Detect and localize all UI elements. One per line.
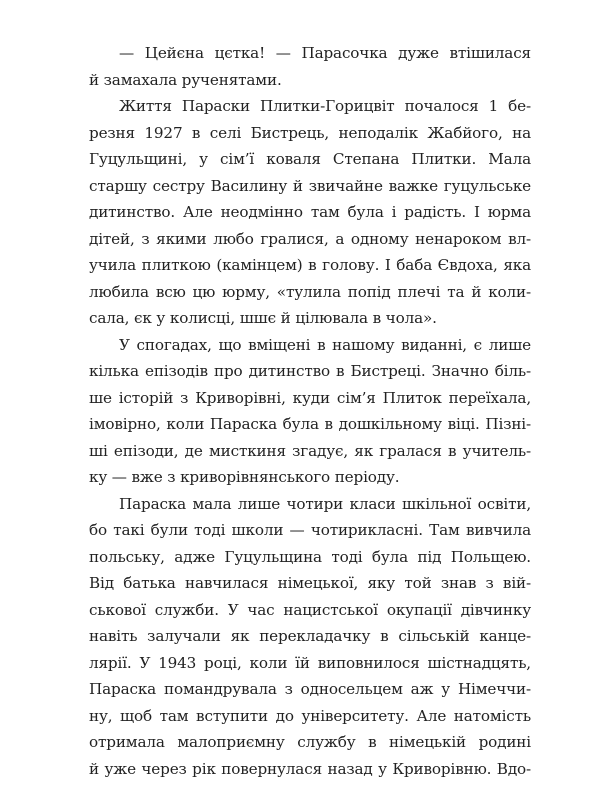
text-line: кілька епізодів про дитинство в Бистреці. Значно біль- [89,362,531,380]
text-line: й уже через рік повернулася назад у Криворівню. Вдо- [89,759,531,778]
text-line: Параска мала лише чотири класи шкільної освіти, [119,494,531,513]
text-line: ку — вже з криворівнянського періоду. [89,468,400,486]
document-page [89,40,531,782]
text-line: ськової служби. У час нацистської окупації дівчинку [89,600,531,619]
text-line: ші епізоди, де мисткиня згадує, як гралася в учитель- [89,441,531,460]
text-line: старшу сестру Василину й звичайне важке гуцульське [89,176,531,195]
text-line: дитинство. Але неодмінно там була і радість. І юрма [89,203,531,221]
text-line: Від батька навчилася німецької, яку той знав з вій- [89,574,531,592]
text-line: імовірно, коли Параска була в дошкільному віці. Пізні- [89,415,531,433]
text-line: польську, адже Гуцульщина тоді була під Польщею. [89,547,531,566]
text-line: — Цейєна цєтка! — Парасочка дуже втішилася [119,44,531,62]
text-line: Параска помандрувала з односельцем аж у Німеччи- [89,680,531,698]
text-line: Життя Параски Плитки-Горицвіт почалося 1 бе- [119,97,531,115]
text-line: сала, єк у колисці, шшє й цілювала в чола». [89,309,437,327]
text-line: учила плиткою (камінцем) в голову. І баба Євдоха, яка [89,256,531,274]
text-line: отримала малоприємну службу в німецькій родині [89,733,531,751]
paragraph-2 [89,93,531,332]
text-line: лярії. У 1943 році, коли їй виповнилося шістнадцять, [89,653,531,672]
paragraph-1 [89,40,531,93]
text-line: навіть залучали як перекладачку в сільській канце- [89,627,531,645]
paragraph-3 [89,332,531,491]
text-line: бо такі були тоді школи — чотирикласні. Там вивчила [89,521,531,539]
text-line: й замахала рученятами. [89,70,282,89]
text-line: Гуцульщині, у сім’ї коваля Степана Плитки. Мала [89,150,531,168]
paragraph-4 [89,491,531,783]
text-line: У спогадах, що вміщені в нашому виданні, є лише [119,335,531,354]
text-line: дітей, з якими любо гралися, а одному ненароком вл- [89,229,531,248]
text-line: ше історій з Криворівні, куди сім’я Плиток переїхала, [89,388,531,407]
text-line: любила всю цю юрму, «тулила попід плечі та й коли- [89,282,531,301]
text-line: резня 1927 в селі Бистрець, неподалік Жабйого, на [89,123,531,142]
text-line: ну, щоб там вступити до університету. Але натомість [89,706,531,725]
